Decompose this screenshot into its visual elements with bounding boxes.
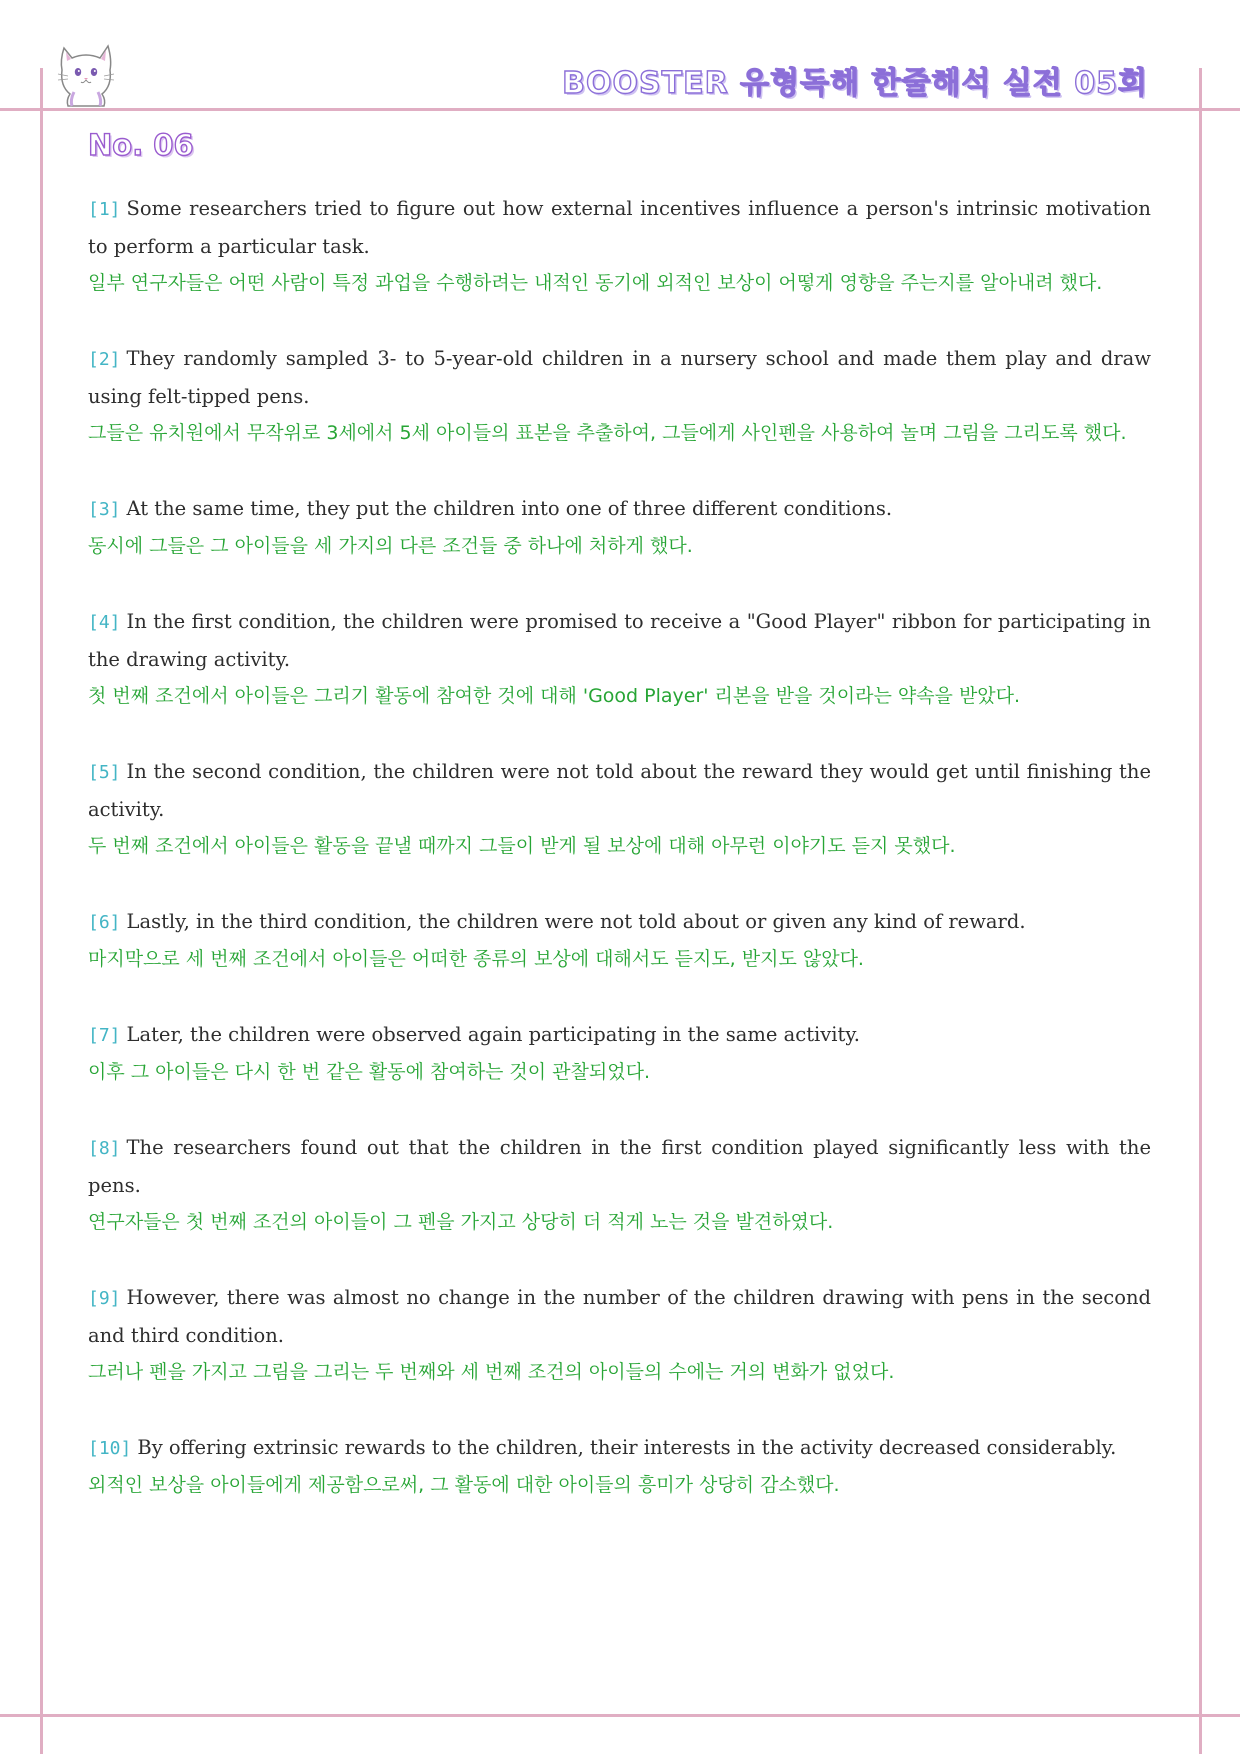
sentence-number: [2] — [88, 349, 121, 370]
sentence-number: [5] — [88, 762, 121, 783]
sentence-item — [88, 1279, 1151, 1391]
korean-translation: 외적인 보상을 아이들에게 제공함으로써, 그 활동에 대한 아이들의 흥미가 상당히 감소했다. — [88, 1474, 840, 1496]
sentence-number: [10] — [88, 1438, 132, 1459]
korean-translation: 동시에 그들은 그 아이들을 세 가지의 다른 조건들 중 하나에 처하게 했다. — [88, 535, 693, 557]
sentence-item — [88, 190, 1151, 302]
korean-translation: 마지막으로 세 번째 조건에서 아이들은 어떠한 종류의 보상에 대해서도 듣지도, 받지도 않았다. — [88, 948, 864, 970]
sentence-number: [6] — [88, 912, 121, 933]
korean-translation: 그러나 펜을 가지고 그림을 그리는 두 번째와 세 번째 조건의 아이들의 수에는 거의 변화가 없었다. — [88, 1361, 895, 1383]
page-header-title: BOOSTER 유형독해 한줄해석 실전 05회 — [562, 66, 1148, 101]
english-sentence: [10] By offering extrinsic rewards to the children, their interests in the activity decreased considerably. — [88, 1436, 1117, 1459]
english-sentence: [3] At the same time, they put the children into one of three different conditions. — [88, 497, 893, 520]
sentence-number: [9] — [88, 1288, 121, 1309]
right-margin-rule — [1199, 68, 1202, 1754]
question-number: No. 06 — [88, 128, 194, 162]
sentence-item — [88, 1429, 1151, 1504]
sentence-item — [88, 603, 1151, 715]
english-sentence: [7] Later, the children were observed again participating in the same activity. — [88, 1023, 860, 1046]
korean-translation: 그들은 유치원에서 무작위로 3세에서 5세 아이들의 표본을 추출하여, 그들에게 사인펜을 사용하여 놀며 그림을 그리도록 했다. — [88, 422, 1127, 444]
footer-rule — [0, 1714, 1240, 1717]
sentence-item — [88, 1016, 1151, 1091]
korean-translation: 이후 그 아이들은 다시 한 번 같은 활동에 참여하는 것이 관찰되었다. — [88, 1061, 650, 1083]
sentence-item — [88, 340, 1151, 452]
korean-translation: 두 번째 조건에서 아이들은 활동을 끝낼 때까지 그들이 받게 될 보상에 대해 아무런 이야기도 듣지 못했다. — [88, 835, 956, 857]
english-sentence: [9] However, there was almost no change in the number of the children drawing with pens in the second and third condition. — [88, 1286, 1151, 1347]
english-sentence: [6] Lastly, in the third condition, the children were not told about or given any kind of reward. — [88, 910, 1026, 933]
sentence-number: [1] — [88, 199, 121, 220]
sentence-list — [88, 190, 1151, 1542]
sentence-number: [3] — [88, 499, 121, 520]
english-sentence: [4] In the first condition, the children were promised to receive a "Good Player" ribbon for participating in the drawing activity. — [88, 610, 1151, 671]
sentence-number: [7] — [88, 1025, 121, 1046]
korean-translation: 첫 번째 조건에서 아이들은 그리기 활동에 참여한 것에 대해 'Good Player' 리본을 받을 것이라는 약속을 받았다. — [88, 685, 1021, 707]
header-rule — [0, 108, 1240, 111]
english-sentence: [1] Some researchers tried to figure out how external incentives influence a person's intrinsic motivation to perform a particular task. — [88, 197, 1151, 258]
korean-translation: 일부 연구자들은 어떤 사람이 특정 과업을 수행하려는 내적인 동기에 외적인 보상이 어떻게 영향을 주는지를 알아내려 했다. — [88, 272, 1103, 294]
sentence-item — [88, 1129, 1151, 1241]
english-sentence: [8] The researchers found out that the children in the first condition played significantly less with the pens. — [88, 1136, 1151, 1197]
korean-translation: 연구자들은 첫 번째 조건의 아이들이 그 펜을 가지고 상당히 더 적게 노는 것을 발견하였다. — [88, 1211, 834, 1233]
sentence-number: [4] — [88, 612, 121, 633]
cat-icon — [54, 30, 118, 108]
english-sentence: [2] They randomly sampled 3- to 5-year-old children in a nursery school and made them play and draw using felt-tipped pens. — [88, 347, 1151, 408]
sentence-item — [88, 753, 1151, 865]
sentence-number: [8] — [88, 1138, 121, 1159]
english-sentence: [5] In the second condition, the children were not told about the reward they would get until finishing the activity. — [88, 760, 1151, 821]
sentence-item — [88, 490, 1151, 565]
left-margin-rule — [40, 68, 43, 1754]
sentence-item — [88, 903, 1151, 978]
